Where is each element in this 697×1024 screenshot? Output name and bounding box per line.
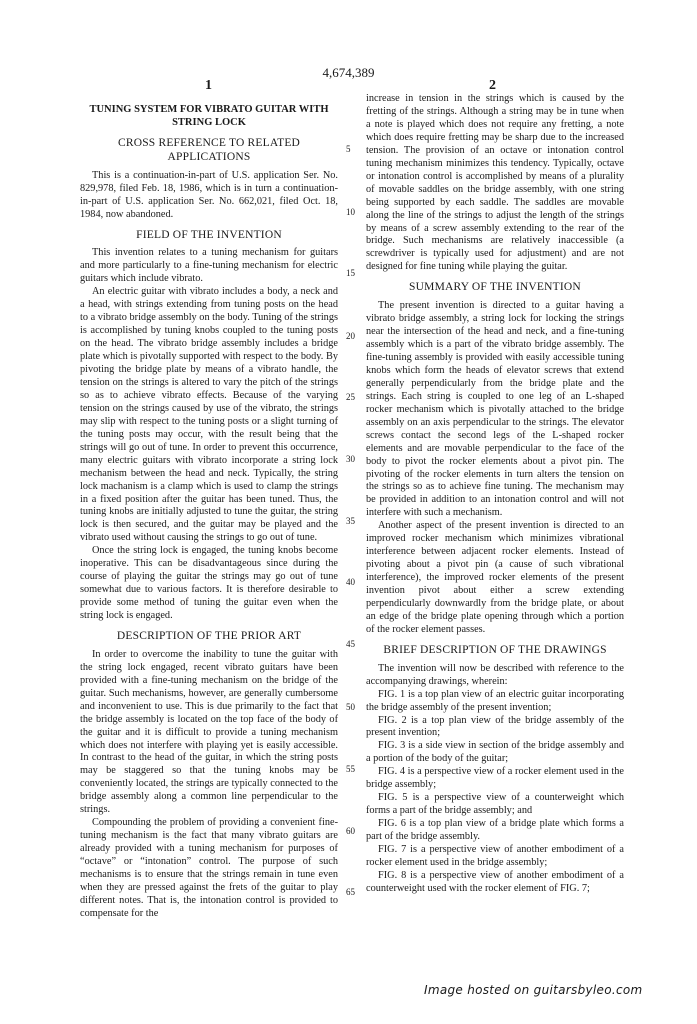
- figure-description: FIG. 1 is a top plan view of an electric guitar incorporating the bridge assembly of the present invention;: [366, 688, 624, 713]
- paragraph: increase in tension in the strings which is caused by the fretting of the strings. Although a string may be in tune when a note is played which does not require any fretting, a note which does require fretting may be sharp due to the increased tension. The provision of an octave or intonation control tuning mechanism minimizes this tendency. Typically, octave or intonation control is accomplished by means of a plurality of movable saddles on the bridge assembly, with one string being supported by each saddle. The saddles are movable along the line of the strings to adjust the length of the strings by means of a screw assembly extending to the rear of the bridge. Such mechanisms are relatively inaccessible (a screwdriver is typically used for adjustment) and are not designed for fine tuning while playing the guitar.: [366, 93, 624, 273]
- drawings-heading: BRIEF DESCRIPTION OF THE DRAWINGS: [383, 643, 607, 656]
- line-number: 25: [346, 392, 355, 402]
- image-credit: Image hosted on guitarsbyleo.com: [424, 983, 643, 997]
- line-number: 45: [346, 639, 355, 649]
- field-heading: FIELD OF THE INVENTION: [136, 228, 282, 241]
- prior-art-heading: DESCRIPTION OF THE PRIOR ART: [116, 630, 302, 643]
- column-number-right: 2: [489, 78, 496, 93]
- figure-description: FIG. 5 is a perspective view of a counterweight which forms a part of the bridge assembly; and: [366, 792, 624, 817]
- line-number: 40: [346, 577, 355, 587]
- column-number-left: 1: [205, 78, 212, 93]
- paragraph: This invention relates to a tuning mechanism for guitars and more particularly to a fine-tuning mechanism for electric guitars which include vibrato.: [80, 247, 338, 285]
- figure-description: FIG. 3 is a side view in section of the bridge assembly and a portion of the body of the guitar;: [366, 740, 624, 765]
- figure-description: FIG. 6 is a top plan view of a bridge plate which forms a part of the bridge assembly.: [366, 818, 624, 843]
- line-number: 5: [346, 144, 351, 154]
- line-number: 65: [346, 887, 355, 897]
- line-number: 30: [346, 454, 355, 464]
- patent-number: 4,674,389: [322, 65, 375, 80]
- figure-description: FIG. 4 is a perspective view of a rocker element used in the bridge assembly;: [366, 766, 624, 791]
- paragraph: Compounding the problem of providing a convenient fine-tuning mechanism is the fact that many vibrato guitars are already provided with a tuning mechanism for purposes of “octave” or “intonation” control. The purpose of such mechanisms is to ensure that the strings remain in tune even when they are pressed against the frets of the guitar to play different notes. That is, the intonation control is provided to compensate for the: [80, 817, 338, 919]
- line-number: 55: [346, 764, 355, 774]
- line-number: 35: [346, 516, 355, 526]
- paragraph: This is a continuation-in-part of U.S. application Ser. No. 829,978, filed Feb. 18, 1986, which is in turn a continuation-in-part of U.S. application Ser. No. 662,021, filed Oct. 18, 1984, now abandoned.: [80, 169, 338, 220]
- left-column: [80, 100, 338, 921]
- paragraph: The invention will now be described with reference to the accompanying drawings, wherein:: [366, 662, 624, 687]
- patent-title: TUNING SYSTEM FOR VIBRATO GUITAR WITH STRING LOCK: [89, 104, 329, 128]
- right-column: [366, 93, 624, 896]
- line-number: 15: [346, 268, 355, 278]
- line-number: 50: [346, 702, 355, 712]
- line-number: 10: [346, 207, 355, 217]
- paragraph: Another aspect of the present invention is directed to an improved rocker mechanism which minimizes vibrational interference between adjacent rocker elements. Instead of pivoting about a pivot pin (a cause of such vibrational interference), the improved rocker elements of the present invention pivot about either a screw extending perpendicularly downwardly from the bridge plate, or about an edge of the bridge plate opening through which a portion of the rocker element passes.: [366, 520, 624, 635]
- figure-description: FIG. 7 is a perspective view of another embodiment of a rocker element used in the bridge assembly;: [366, 844, 624, 869]
- summary-heading: SUMMARY OF THE INVENTION: [409, 281, 581, 294]
- paragraph: The present invention is directed to a guitar having a vibrato bridge assembly, a string lock for locking the strings near the intersection of the head and neck, and a fine-tuning assembly which is a part of the vibrato bridge assembly. The fine-tuning assembly is provided with easily accessible tuning knobs which form the heads of elevator screws that extend generally perpendicularly from the bridge plate and the strings. Each string is coupled to one leg of an L-shaped rocker mechanism which is pivotally attached to the bridge assembly on an axis perpendicular to the strings. The elevator screws contact the second legs of the L-shaped rocker elements and are movable perpendicular to the face of the body to pivot the rocker elements about a pivot pin. The pivoting of the rocker elements in turn alters the tension on the strings so as to achieve fine tuning. The mechanism may be provided in addition to an intonation control and will not interfere with such a mechanism.: [366, 300, 624, 519]
- paragraph: In order to overcome the inability to tune the guitar with the string lock engaged, recent vibrato guitars have been provided with a fine-tuning mechanism on the bridge of the guitar. Such mechanisms, however, are generally cumbersome and inconvenient to use. This is due primarily to the fact that the bridge assembly is located on the top face of the body of the guitar and it is difficult to provide a tuning mechanism which does not interfere with playing yet is easily accessible. In contrast to the head of the guitar, in which the string posts may be staggered so that the tuning knobs may be conveniently located, the strings are typically connected to the bridge assembly along a common line perpendicular to the strings.: [80, 648, 338, 816]
- figure-description: FIG. 8 is a perspective view of another embodiment of a counterweight used with the rocker element of FIG. 7;: [366, 869, 624, 894]
- line-number: 20: [346, 331, 355, 341]
- paragraph: An electric guitar with vibrato includes a body, a neck and a head, with strings extending from tuning posts on the head to a vibrato bridge assembly on the body. Tuning of the strings is accomplished by tuning knobs coupled to the tuning posts on the head. The vibrato bridge assembly includes a bridge plate which is pivotally supported with respect to the body. By pivoting the bridge plate by means of a vibrato handle, the tension on the strings is altered to vary the pitch of the strings so as to achieve vibrato effects. Because of the varying tension on the strings caused by use of the vibrato, the strings may slip with respect to the tuning posts or a slight turning of the tuning posts may occur, with the result being that the strings will go out of tune. In order to prevent this occurrence, many electric guitars with vibrato incorporate a string lock mechanism between the head and neck. Typically, the string lock machanism is a clamp which is used to clamp the strings in a fixed position after the guitar has been tuned. Thus, the tuning knobs are initially adjusted to tune the guitar, the string lock is then secured, and the guitar may be played and the vibrato used without causing the strings to go out of tune.: [80, 286, 338, 544]
- figure-description: FIG. 2 is a top plan view of the bridge assembly of the present invention;: [366, 714, 624, 739]
- line-number: 60: [346, 826, 355, 836]
- paragraph: Once the string lock is engaged, the tuning knobs become inoperative. This can be disadvantageous since during the course of playing the guitar the strings may go out of tune somewhat due to various factors. It is therefore desirable to provide some method of tuning the guitar even when the string lock is engaged.: [80, 545, 338, 622]
- cross-reference-heading: CROSS REFERENCE TO RELATED APPLICATIONS: [117, 137, 301, 163]
